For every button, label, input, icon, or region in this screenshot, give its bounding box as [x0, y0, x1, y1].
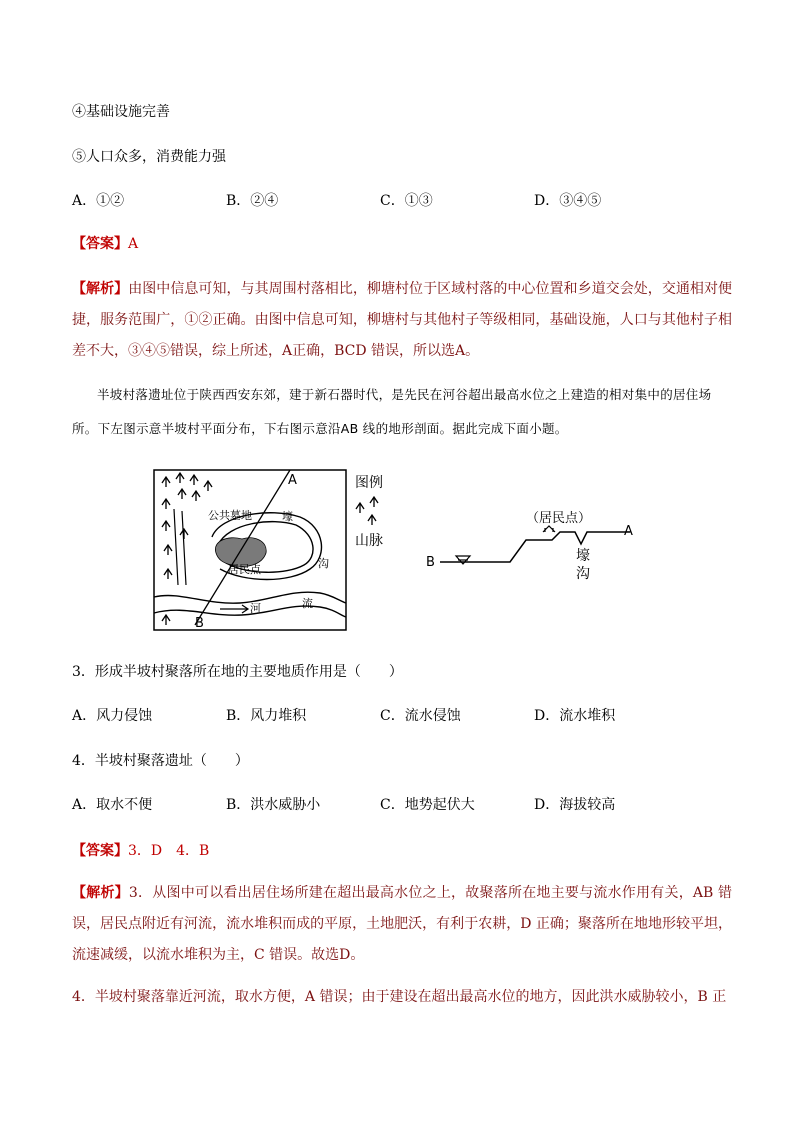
answer-value: A: [128, 236, 139, 252]
prev-choice-b: B．②④: [226, 193, 279, 209]
map-moat-label-2: 沟: [318, 557, 329, 570]
analysis-text-2: 3．从图中可以看出居住场所建在超出最高水位之上，故聚落所在地主要与流水作用有关，AB 错误，居民点附近有河流，流水堆积而成的平原，土地肥沃，有利于农耕，D 正确；聚落所在地地形较平坦，流速减缓，以流水堆积为主，C 错误。故选D。: [72, 885, 732, 963]
analysis-text: 由图中信息可知，与其周围村落相比，柳塘村位于区域村落的中心位置和乡道交会处，交通相对便捷，服务范围广，①②正确。由图中信息可知，柳塘村与其他村子等级相同，基础设施，人口与其他村子相差不大，③④⑤错误，综上所述，A正确，BCD 错误，所以选A。: [72, 281, 733, 359]
q4-choice-a: A．取水不便: [72, 797, 153, 813]
analysis-tag-2: 【解析】: [72, 885, 129, 901]
answer-value-2: 3．D 4．B: [128, 843, 210, 859]
intro-paragraph: 半坡村落遗址位于陕西西安东郊，建于新石器时代，是先民在河谷超出最高水位之上建造的相对集中的居住场所。下左图示意半坡村平面分布，下右图示意沿AB 线的地形剖面。据此完成下面小题。: [72, 387, 712, 436]
map-moat-label-1: 壕: [282, 510, 293, 523]
answer-tag-2: 【答案】: [72, 843, 128, 859]
analysis-tag: 【解析】: [72, 281, 129, 297]
legend-mountain-icon: [356, 497, 378, 525]
q3-choice-d: D．流水堆积: [534, 708, 616, 724]
answer-block-1: [72, 234, 138, 254]
answer-tag: 【答案】: [72, 236, 128, 252]
legend-mountain-label: 山脉: [355, 533, 383, 549]
figure: [150, 465, 650, 635]
q3-choice-a: A．风力侵蚀: [72, 708, 153, 724]
option-item-4: ④基础设施完善: [72, 104, 170, 120]
water-level-icon: [456, 556, 470, 564]
map-point-b: B: [195, 616, 204, 631]
legend-title: 图例: [355, 475, 383, 491]
map-point-a: A: [288, 473, 297, 488]
map-cemetery-label: 公共墓地: [208, 509, 252, 522]
ab-line: [195, 470, 290, 625]
q3-choice-c: C．流水侵蚀: [380, 708, 461, 724]
prev-choice-d: D．③④⑤: [534, 193, 602, 209]
map-settlement-label: 居民点: [228, 563, 261, 576]
stream-channel: [174, 509, 186, 585]
q4-choice-b: B．洪水威胁小: [226, 797, 321, 813]
answer-block-2: [72, 841, 209, 861]
analysis-block-3: [72, 982, 732, 1013]
map-river-label-2: 流: [302, 597, 313, 610]
prev-choice-c: C．①③: [380, 193, 433, 209]
analysis-text-3: 4．半坡村聚落靠近河流，取水方便，A 错误；由于建设在超出最高水位的地方，因此洪水威胁较小，B 正: [72, 989, 727, 1005]
analysis-block-1: [72, 274, 732, 367]
profile-point-a: A: [624, 524, 633, 539]
prev-choice-a: A．①②: [72, 193, 125, 209]
profile-moat-label-1: 壕: [576, 548, 590, 564]
q3-choice-b: B．风力堆积: [226, 708, 307, 724]
q4-choice-d: D．海拔较高: [534, 797, 616, 813]
mountain-symbols: [162, 473, 212, 625]
profile-settlement-label: （居民点）: [526, 511, 592, 526]
profile-point-b: B: [426, 555, 435, 570]
map-river-label-1: 河: [250, 602, 261, 615]
option-item-5: ⑤人口众多，消费能力强: [72, 149, 226, 165]
river-arrow: [220, 605, 248, 613]
profile-moat-label-2: 沟: [576, 566, 590, 582]
analysis-block-2: [72, 878, 732, 971]
q4-choice-c: C．地势起伏大: [380, 797, 475, 813]
question-4-stem: 4．半坡村聚落遗址（ ）: [72, 753, 249, 769]
house-icon: [543, 526, 555, 532]
question-3-stem: 3．形成半坡村聚落所在地的主要地质作用是（ ）: [72, 664, 403, 680]
